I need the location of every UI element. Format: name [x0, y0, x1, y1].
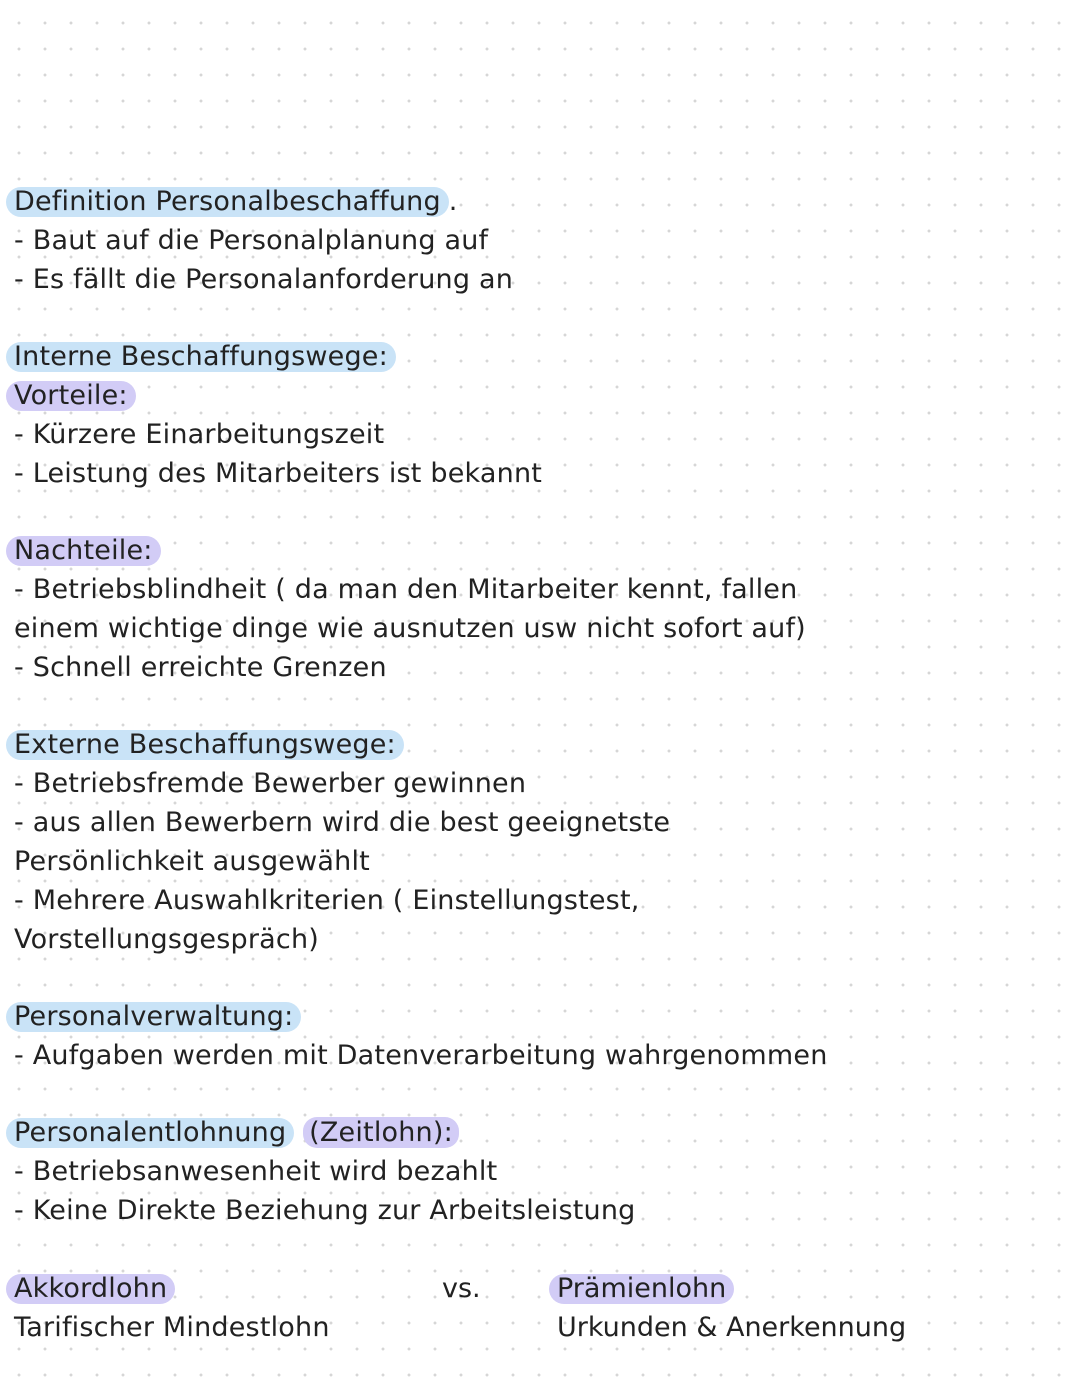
externe-heading: Externe Beschaffungswege: [6, 730, 404, 760]
entlohnung-heading-zeitlohn: (Zeitlohn): [303, 1117, 459, 1148]
entlohnung-heading-line [14, 1114, 459, 1152]
entlohnung-item-1: - Betriebsanwesenheit wird bezahlt [14, 1156, 498, 1187]
akkordlohn-text: Tarifischer Mindestlohn [14, 1312, 330, 1343]
verwaltung-item-1: - Aufgaben werden mit Datenverarbeitung wahrgenommen [14, 1040, 828, 1071]
verwaltung-heading-line [14, 998, 301, 1036]
definition-heading: Definition Personalbeschaffung [6, 187, 449, 217]
vorteile-item-2: - Leistung des Mitarbeiters ist bekannt [14, 458, 543, 489]
definition-item-1: - Baut auf die Personalplanung auf [14, 225, 489, 256]
externe-item-2: - aus allen Bewerbern wird die best geeignetste [14, 807, 671, 838]
interne-heading: Interne Beschaffungswege: [6, 342, 396, 372]
vorteile-heading: Vorteile: [6, 381, 136, 411]
entlohnung-item-2: - Keine Direkte Beziehung zur Arbeitsleistung [14, 1195, 636, 1226]
nachteile-heading: Nachteile: [6, 536, 161, 566]
praemienlohn-heading-line [557, 1270, 734, 1308]
nachteile-item-2: einem wichtige dinge wie ausnutzen usw nicht sofort auf) [14, 613, 806, 644]
definition-item-2: - Es fällt die Personalanforderung an [14, 264, 514, 295]
praemienlohn-heading: Prämienlohn [549, 1274, 734, 1304]
vorteile-heading-line [14, 377, 136, 415]
externe-heading-line [14, 726, 404, 764]
akkordlohn-heading-line [14, 1270, 175, 1308]
praemienlohn-text: Urkunden & Anerkennung [557, 1312, 907, 1343]
definition-heading-line [14, 183, 458, 221]
externe-item-3: Persönlichkeit ausgewählt [14, 846, 370, 877]
externe-item-4: - Mehrere Auswahlkriterien ( Einstellungstest, [14, 885, 640, 916]
nachteile-heading-line [14, 532, 161, 570]
verwaltung-heading: Personalverwaltung: [6, 1002, 301, 1032]
externe-item-5: Vorstellungsgespräch) [14, 924, 319, 955]
interne-heading-line [14, 338, 396, 376]
nachteile-item-1: - Betriebsblindheit ( da man den Mitarbeiter kennt, fallen [14, 574, 798, 605]
akkordlohn-heading: Akkordlohn [6, 1274, 175, 1304]
externe-item-1: - Betriebsfremde Bewerber gewinnen [14, 768, 527, 799]
definition-heading-suffix: . [448, 186, 458, 217]
entlohnung-heading: Personalentlohnung [6, 1118, 294, 1148]
nachteile-item-3: - Schnell erreichte Grenzen [14, 652, 387, 683]
vs-label: vs. [442, 1273, 481, 1304]
vorteile-item-1: - Kürzere Einarbeitungszeit [14, 419, 385, 450]
